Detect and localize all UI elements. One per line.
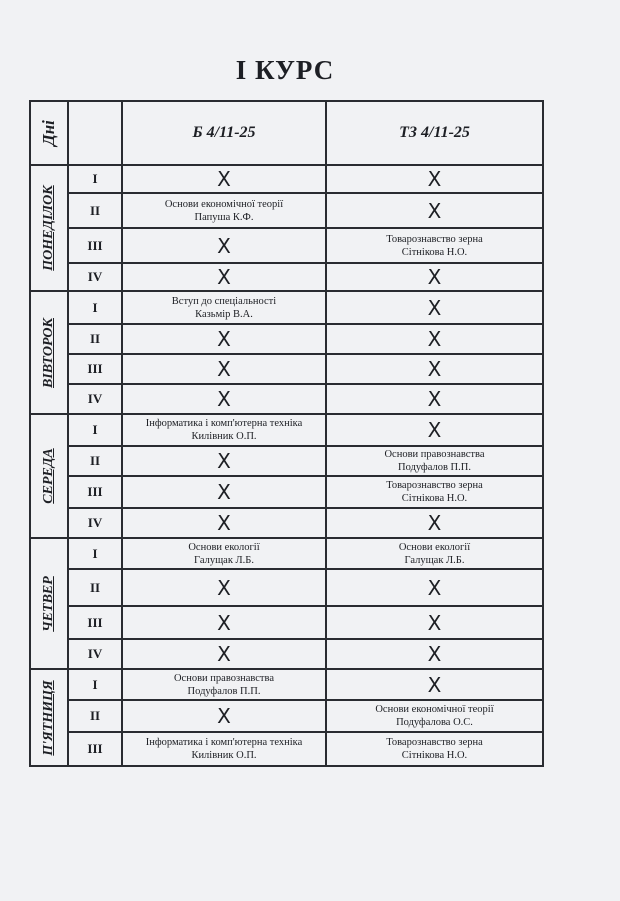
day-cell <box>30 414 68 538</box>
group-b-empty-mark: X <box>122 324 326 354</box>
group-tz-lesson <box>326 538 543 569</box>
pair-number: IV <box>68 508 122 538</box>
pair-number: IV <box>68 384 122 414</box>
group-b-empty-mark: X <box>122 569 326 606</box>
subject-name: Інформатика і комп'ютерна техніка <box>145 737 303 748</box>
group-b-empty-mark: X <box>122 384 326 414</box>
group-tz-empty-mark: X <box>326 354 543 384</box>
teacher-name: Казьмір В.А. <box>195 308 253 320</box>
day-label: ВІВТОРОК <box>41 317 56 388</box>
subject-name: Вступ до спеціальності <box>171 295 277 307</box>
days-header <box>30 101 68 165</box>
group-tz-empty-mark: X <box>326 384 543 414</box>
pair-number: IV <box>68 639 122 669</box>
lesson-row <box>30 324 543 354</box>
schedule-table <box>29 100 544 767</box>
group-tz-empty-mark: X <box>326 569 543 606</box>
group-tz-lesson <box>326 228 543 263</box>
subject-name: Товарознавство зерна <box>386 737 483 748</box>
lesson-row <box>30 700 543 732</box>
group-tz-header: ТЗ 4/11-25 <box>326 101 543 165</box>
group-b-empty-mark: X <box>122 446 326 476</box>
pair-number: III <box>68 732 122 766</box>
lesson-row <box>30 165 543 193</box>
pair-number: II <box>68 569 122 606</box>
lesson-row <box>30 354 543 384</box>
subject-name: Основи економічної теорії <box>164 198 284 210</box>
group-b-empty-mark: X <box>122 606 326 639</box>
group-b-empty-mark: X <box>122 263 326 291</box>
pair-number: III <box>68 606 122 639</box>
group-b-empty-mark: X <box>122 476 326 508</box>
group-tz-empty-mark: X <box>326 669 543 700</box>
day-label: ЧЕТВЕР <box>41 575 56 632</box>
day-cell <box>30 538 68 669</box>
group-b-lesson <box>122 669 326 700</box>
group-tz-empty-mark: X <box>326 324 543 354</box>
subject-name: Товарознавство зерна <box>386 480 483 491</box>
pair-number: I <box>68 414 122 446</box>
subject-name: Основи екології <box>188 541 260 553</box>
teacher-name: Килівник О.П. <box>191 750 257 761</box>
lesson-row <box>30 193 543 228</box>
group-tz-lesson <box>326 476 543 508</box>
page-title: І КУРС <box>235 55 335 85</box>
teacher-name: Сітнікова Н.О. <box>401 750 468 761</box>
header-row <box>30 101 543 165</box>
day-cell <box>30 165 68 291</box>
lesson-row <box>30 606 543 639</box>
pair-number: II <box>68 324 122 354</box>
subject-name: Основи правознавства <box>173 672 275 684</box>
subject-name: Основи економічної теорії <box>375 704 494 715</box>
group-tz-empty-mark: X <box>326 639 543 669</box>
pair-number: I <box>68 291 122 324</box>
pair-number: III <box>68 354 122 384</box>
pair-number: I <box>68 538 122 569</box>
lesson-row <box>30 291 543 324</box>
group-b-lesson <box>122 193 326 228</box>
lesson-row <box>30 446 543 476</box>
group-b-empty-mark: X <box>122 228 326 263</box>
day-cell <box>30 291 68 414</box>
pair-number: II <box>68 446 122 476</box>
lesson-row <box>30 639 543 669</box>
day-cell <box>30 669 68 766</box>
group-tz-lesson <box>326 732 543 766</box>
subject-name: Інформатика і комп'ютерна техніка <box>145 418 303 429</box>
teacher-name: Сітнікова Н.О. <box>401 246 468 258</box>
teacher-name: Папуша К.Ф. <box>194 211 254 223</box>
teacher-name: Сітнікова Н.О. <box>401 493 468 504</box>
group-b-empty-mark: X <box>122 165 326 193</box>
lesson-row <box>30 414 543 446</box>
teacher-name: Галущак Л.Б. <box>194 554 254 566</box>
group-b-empty-mark: X <box>122 639 326 669</box>
group-b-empty-mark: X <box>122 700 326 732</box>
days-header-label: Дні <box>39 120 58 146</box>
group-tz-lesson <box>326 700 543 732</box>
group-tz-empty-mark: X <box>326 414 543 446</box>
pair-number: III <box>68 228 122 263</box>
pair-number: I <box>68 165 122 193</box>
lesson-row <box>30 228 543 263</box>
group-tz-empty-mark: X <box>326 193 543 228</box>
pair-header <box>68 101 122 165</box>
teacher-name: Галущак Л.Б. <box>404 554 465 566</box>
group-tz-empty-mark: X <box>326 263 543 291</box>
group-b-lesson <box>122 538 326 569</box>
teacher-name: Килівник О.П. <box>191 431 257 442</box>
group-tz-empty-mark: X <box>326 606 543 639</box>
group-b-lesson <box>122 414 326 446</box>
pair-number: II <box>68 193 122 228</box>
subject-name: Основи екології <box>398 541 471 553</box>
group-b-empty-mark: X <box>122 354 326 384</box>
pair-number: I <box>68 669 122 700</box>
lesson-row <box>30 263 543 291</box>
pair-number: IV <box>68 263 122 291</box>
lesson-row <box>30 569 543 606</box>
group-b-lesson <box>122 291 326 324</box>
teacher-name: Подуфалов П.П. <box>398 462 471 473</box>
group-tz-lesson <box>326 446 543 476</box>
group-tz-empty-mark: X <box>326 508 543 538</box>
pair-number: II <box>68 700 122 732</box>
lesson-row <box>30 669 543 700</box>
lesson-row <box>30 508 543 538</box>
subject-name: Основи правознавства <box>384 449 485 460</box>
day-label: П'ЯТНИЦЯ <box>41 679 56 756</box>
group-b-header: Б 4/11-25 <box>122 101 326 165</box>
lesson-row <box>30 732 543 766</box>
subject-name: Товарознавство зерна <box>386 233 483 245</box>
group-tz-empty-mark: X <box>326 291 543 324</box>
pair-number: III <box>68 476 122 508</box>
day-label: ПОНЕДІЛОК <box>41 185 56 271</box>
lesson-row <box>30 476 543 508</box>
teacher-name: Подуфалова О.С. <box>396 717 473 728</box>
lesson-row <box>30 538 543 569</box>
group-b-lesson <box>122 732 326 766</box>
teacher-name: Подуфалов П.П. <box>187 685 261 697</box>
group-b-empty-mark: X <box>122 508 326 538</box>
lesson-row <box>30 384 543 414</box>
group-tz-empty-mark: X <box>326 165 543 193</box>
day-label: СЕРЕДА <box>41 448 56 504</box>
